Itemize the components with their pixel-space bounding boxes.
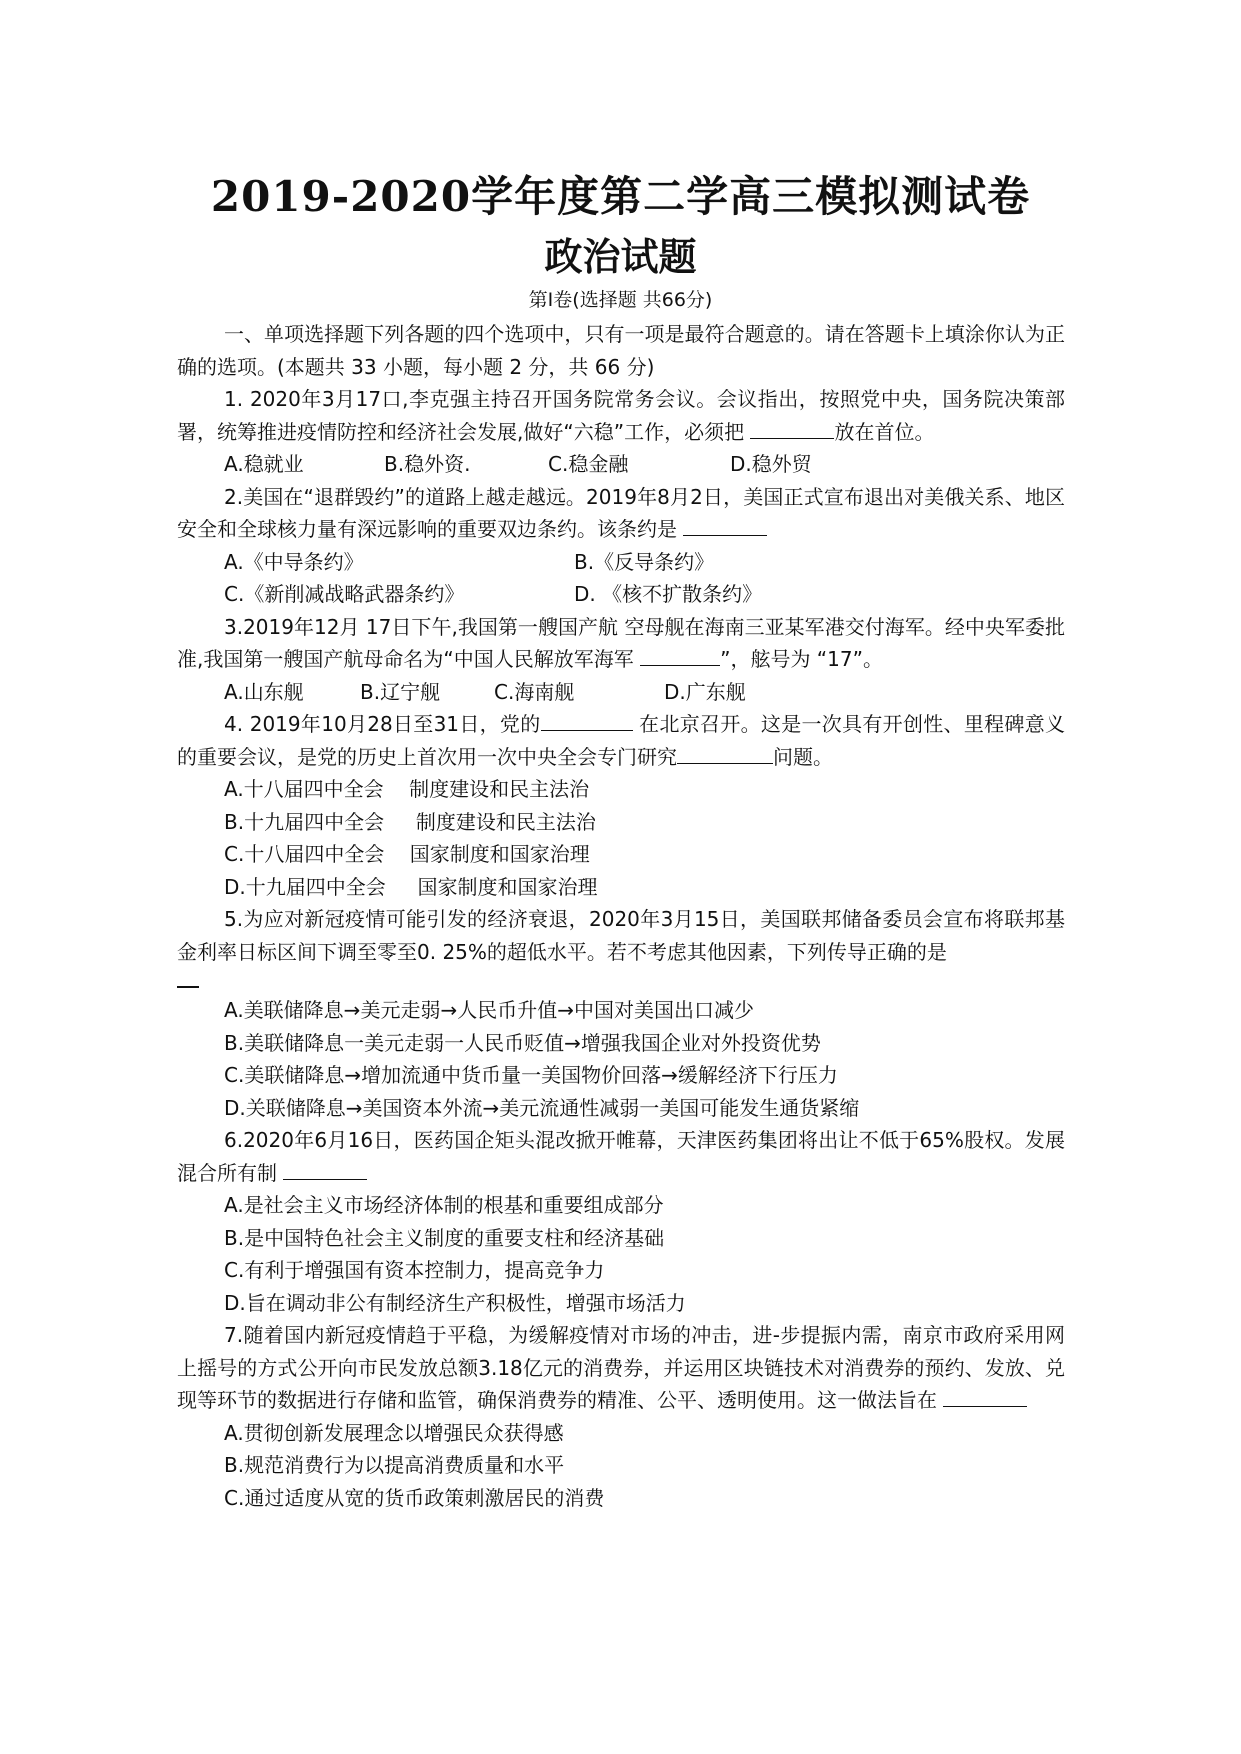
- option-a: A.是社会主义市场经济体制的根基和重要组成部分: [224, 1193, 664, 1217]
- answer-blank: [683, 513, 767, 536]
- question-body: [177, 318, 1065, 1514]
- question-6: [177, 1124, 1065, 1189]
- q3-options: [177, 676, 1065, 709]
- option-d: D.稳外贸: [730, 452, 812, 476]
- option-c: C.通过适度从宽的货币政策刺激居民的消费: [224, 1485, 605, 1510]
- answer-blank: [177, 968, 199, 988]
- q2-options-row2: [177, 578, 1065, 611]
- q6-stem: 6.2020年6月16日，医药国企矩头混改掀开帷幕，天津医药集团将出让不低于65%股权。发展混合所有制: [177, 1128, 1065, 1185]
- answer-blank: [283, 1157, 367, 1180]
- q7-stem: 7.随着国内新冠疫情趋于平稳，为缓解疫情对市场的冲击，进-步提振内需，南京市政府采用网上摇号的方式公开向市民发放总额3.18亿元的消费券，并运用区块链技术对消费券的预约、发放、兑现等环节的数据进行存储和监管，确保消费券的精准、公平、透明使用。这一做法旨在: [177, 1323, 1065, 1412]
- q4-stem-end: 问题。: [773, 744, 833, 769]
- option-d: D.广东舰: [664, 679, 746, 704]
- answer-blank: [943, 1384, 1027, 1407]
- option-a: A.稳就业: [224, 452, 304, 476]
- option-b: B.美联储降息一美元走弱一人民币贬值→增强我国企业对外投资优势: [224, 1030, 821, 1055]
- question-2: [177, 481, 1065, 546]
- option-c: C.美联储降息→增加流通中货币量一美国物价回落→缓解经济下行压力: [224, 1063, 838, 1087]
- q3-stem: 3.2019年12月 17日下午,我国第一艘国产航 空母舰在海南三亚某军港交付海军。经中央军委批准,我国第一艘国产航母命名为“中国人民解放军海军: [177, 614, 1065, 671]
- question-4: [177, 708, 1065, 773]
- q1-stem-end: 放在首位。: [834, 419, 935, 444]
- q4-stem: 4. 2019年10月28日至31日，党的: [224, 712, 541, 736]
- option-c: C.稳金融: [548, 452, 629, 476]
- option-d: D.关联储降息→美国资本外流→美元流通性减弱一美国可能发生通货紧缩: [224, 1095, 860, 1120]
- option-c: C.海南舰: [494, 679, 575, 704]
- answer-blank: [677, 741, 773, 764]
- question-5: 5.为应对新冠疫情可能引发的经济衰退，2020年3月15日，美国联邦储备委员会宣布将联邦基金利率日标区间下调至零至0. 25%的超低水平。若不考虑其他因素，下列传导正确的是: [177, 907, 1065, 964]
- option-c: C.十八届四中全会 国家制度和国家治理: [224, 842, 590, 866]
- option-d: D. 《核不扩散条约》: [574, 582, 763, 606]
- option-b: B.稳外资.: [384, 452, 471, 476]
- q1-options: [177, 448, 1065, 481]
- q2-stem: 2.美国在“退群毁约”的道路上越走越远。2019年8月2日，美国正式宣布退出对美俄关系、地区安全和全球核力量有深远影响的重要双边条约。该条约是: [177, 484, 1065, 541]
- section-heading: 第Ⅰ卷(选择题 共66分): [528, 289, 713, 311]
- option-c: C.有利于增强国有资本控制力，提高竞争力: [224, 1258, 605, 1282]
- exam-title: 2019-2020学年度第二学高三模拟测试卷: [210, 172, 1031, 221]
- q2-options-row1: [177, 546, 1065, 579]
- option-b: B.辽宁舰: [360, 679, 441, 704]
- subject-title: 政治试题: [544, 234, 697, 279]
- q1-stem: 1. 2020年3月17口,李克强主持召开国务院常务会议。会议指出，按照党中央，国务院决策部署，统筹推进疫情防控和经济社会发展,做好“六稳”工作，必须把: [177, 387, 1065, 444]
- question-7: [177, 1319, 1065, 1417]
- question-1: [177, 383, 1065, 448]
- option-b: B.是中国特色社会主义制度的重要支柱和经济基础: [224, 1225, 665, 1250]
- answer-blank: [541, 708, 633, 731]
- option-a: A.《中导条约》: [224, 549, 364, 574]
- instructions: 一、单项选择题下列各题的四个选项中，只有一项是最符合题意的。请在答题卡上填涂你认为正确的选项。(本题共 33 小题，每小题 2 分，共 66 分): [177, 322, 1065, 379]
- option-a: A.美联储降息→美元走弱→人民币升值→中国对美国出口减少: [224, 998, 754, 1022]
- option-c: C.《新削减战略武器条约》: [224, 582, 465, 606]
- answer-blank: [750, 416, 834, 439]
- option-b: B.规范消费行为以提高消费质量和水平: [224, 1453, 565, 1477]
- option-d: D.十九届四中全会 国家制度和国家治理: [224, 874, 598, 899]
- q4-stem-mid: 在北京召开。这是一次具有开创性、里程碑意义的重要会议，是党的历史上首次用一次中央全会专门研究: [177, 712, 1066, 769]
- option-a: A.贯彻创新发展理念以增强民众获得感: [224, 1420, 564, 1445]
- option-b: B.《反导条约》: [574, 549, 715, 574]
- option-a: A.山东舰: [224, 679, 304, 704]
- option-b: B.十九届四中全会 制度建设和民主法治: [224, 809, 596, 834]
- question-3: [177, 611, 1065, 676]
- option-a: A.十八届四中全会 制度建设和民主法治: [224, 777, 590, 801]
- answer-blank: [640, 643, 720, 666]
- q3-stem-end: ”，舷号为 “17”。: [720, 647, 883, 671]
- option-d: D.旨在调动非公有制经济生产积极性，增强市场活力: [224, 1290, 686, 1315]
